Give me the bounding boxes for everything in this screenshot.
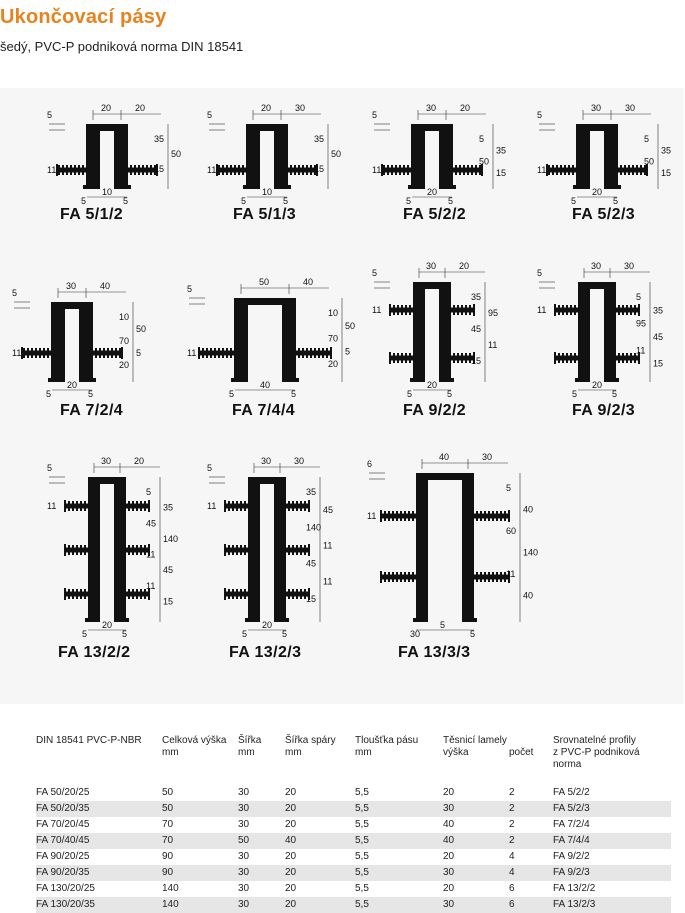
seal-fin [616, 304, 640, 316]
dimension-label: 15 [653, 358, 664, 369]
table-cell: FA 9/2/2 [553, 851, 590, 862]
dimension-label: 5 [207, 110, 213, 120]
table-cell: 30 [238, 883, 250, 894]
dimension-label: 30 [624, 261, 635, 271]
dimension-label: 6 [367, 459, 373, 469]
dimension-lines [209, 110, 328, 197]
table-row [36, 897, 671, 913]
dimension-label: 5 [572, 389, 578, 399]
seal-fin [389, 352, 413, 364]
table-cell: 2 [509, 801, 553, 817]
table-cell: FA 70/20/45 [36, 819, 90, 830]
table-cell: 20 [285, 851, 297, 862]
profile-drawing [535, 100, 685, 205]
profile-cross-section [205, 453, 355, 638]
seal-fin [286, 544, 310, 556]
table-cell: 5,5 [355, 801, 443, 817]
table-cell: 20 [443, 851, 455, 862]
dimension-label: 40 [100, 281, 111, 291]
profile-name: FA 13/2/2 [58, 644, 131, 661]
dimension-label: 50 [171, 149, 182, 159]
table-cell: 20 [285, 801, 355, 817]
dimension-label: 140 [306, 522, 322, 533]
table-cell: 30 [238, 801, 285, 817]
dimension-label: 11 [323, 576, 333, 587]
col-seal-height: Těsnicí lamely výška [443, 735, 507, 758]
profile-drawing [205, 100, 355, 205]
dimension-label: 45 [306, 558, 317, 569]
table-cell: 40 [285, 833, 355, 849]
dimension-label: 15 [163, 596, 174, 607]
profiles-area [0, 88, 684, 704]
table-cell: FA 5/2/2 [553, 787, 590, 798]
dimension-label: 5 [187, 284, 193, 294]
table-cell: 140 [162, 883, 179, 894]
dimension-label: 5 [448, 196, 454, 206]
dimension-label: 5 [283, 196, 289, 206]
dimension-label: 11 [146, 580, 156, 591]
table-cell: 5,5 [355, 851, 369, 862]
dimension-label: 11 [372, 305, 382, 315]
table-row [36, 865, 671, 881]
profile-drawing [365, 452, 539, 639]
profile-cross-section [45, 453, 195, 638]
table-cell: 30 [443, 897, 509, 913]
seal-fin [286, 500, 310, 512]
spec-table [36, 735, 671, 913]
table-cell: 20 [285, 819, 297, 830]
dimension-label: 11 [367, 511, 377, 521]
table-cell: 4 [509, 865, 553, 881]
table-cell: 40 [443, 819, 455, 830]
dimension-label: 5 [571, 196, 577, 206]
table-cell: 5,5 [355, 897, 443, 913]
dimension-label: 70 [119, 336, 130, 346]
page-title: Ukončovací pásy [0, 6, 167, 28]
col-norm: DIN 18541 PVC-P-NBR [36, 735, 142, 746]
seal-fin [21, 347, 51, 359]
dimension-lines [539, 110, 658, 197]
table-cell: FA 7/2/4 [553, 819, 590, 830]
profile-cross-section [535, 258, 685, 398]
table-cell: 140 [162, 897, 238, 913]
dimension-label: 11 [488, 340, 498, 350]
profile-drawing [10, 278, 180, 398]
profile-cross-section [205, 100, 355, 205]
profile-name: FA 7/4/4 [232, 402, 296, 419]
dimension-label: 50 [644, 156, 655, 167]
profile-body [575, 282, 619, 382]
table-cell: 70 [162, 819, 174, 830]
dimension-label: 35 [471, 292, 482, 302]
dimension-label: 30 [261, 456, 272, 466]
dimension-label: 11 [323, 540, 333, 551]
dimension-label: 20 [592, 380, 603, 390]
dimension-label: 5 [537, 110, 543, 120]
dimension-label: 11 [47, 501, 57, 511]
profile-drawing [45, 453, 195, 638]
dimension-label: 30 [625, 103, 636, 113]
profile-name: FA 13/2/3 [229, 644, 302, 661]
dimension-label: 5 [81, 196, 87, 206]
table-cell: FA 70/40/45 [36, 833, 162, 849]
dimension-label: 50 [331, 149, 342, 159]
dimension-lines [49, 110, 168, 197]
table-row [36, 785, 671, 801]
table-cell: 90 [162, 851, 174, 862]
profile-name: FA 5/1/3 [233, 206, 297, 223]
seal-fin [198, 347, 234, 359]
dimension-label: 5 [47, 110, 53, 120]
dimension-label: 15 [496, 167, 507, 178]
dimension-label: 40 [523, 590, 534, 601]
seal-fin [56, 164, 86, 176]
dimension-label: 50 [136, 324, 147, 334]
col-compare: Srovnatelné profily z PVC-P podniková norma [553, 735, 640, 770]
dimension-label: 50 [479, 156, 490, 167]
table-row [36, 817, 671, 833]
seal-fin [554, 352, 578, 364]
table-row [36, 881, 671, 897]
dimension-label: 11 [506, 569, 516, 579]
seal-fin [296, 347, 332, 359]
table-cell: 20 [285, 897, 355, 913]
dimension-label: 5 [345, 346, 351, 357]
dimension-label: 11 [636, 345, 646, 356]
dimension-label: 35 [306, 487, 317, 497]
profile-cross-section [185, 278, 375, 398]
dimension-label: 30 [482, 452, 493, 462]
dimension-label: 20 [459, 261, 470, 271]
profile-name: FA 7/2/4 [60, 402, 124, 419]
profile-name: FA 5/1/2 [60, 206, 124, 223]
profile-body [245, 477, 289, 622]
profile-name: FA 5/2/3 [572, 206, 636, 223]
dimension-label: 15 [306, 594, 317, 605]
table-cell: FA 130/20/35 [36, 897, 162, 913]
dimension-label: 5 [537, 268, 543, 278]
seal-fin [554, 304, 578, 316]
profile-cross-section [10, 278, 180, 398]
dimension-label: 30 [426, 103, 437, 113]
profile-drawing [370, 100, 520, 205]
table-row [36, 849, 671, 865]
dimension-label: 5 [122, 629, 128, 639]
table-row [36, 833, 671, 849]
table-cell: FA 9/2/3 [553, 865, 671, 881]
seal-fin [64, 544, 88, 556]
seal-fin [381, 164, 411, 176]
profile-drawing [45, 100, 195, 205]
profile-drawing [205, 453, 355, 638]
dimension-label: 5 [241, 196, 247, 206]
dimension-label: 35 [661, 145, 672, 156]
dimension-label: 15 [154, 164, 165, 174]
table-header-row [36, 735, 671, 785]
table-cell: 20 [443, 787, 455, 798]
table-cell: 30 [238, 851, 250, 862]
profile-cross-section [365, 452, 539, 639]
dimension-label: 5 [372, 110, 378, 120]
table-cell: 20 [285, 883, 297, 894]
dimension-label: 20 [119, 360, 130, 370]
table-cell: 50 [162, 787, 174, 798]
dimension-lines [374, 110, 493, 197]
table-cell: 30 [238, 865, 285, 881]
table-cell: FA 5/2/3 [553, 801, 671, 817]
seal-fin [224, 588, 248, 600]
table-cell: FA 7/4/4 [553, 833, 671, 849]
dimension-lines [369, 459, 520, 630]
dimension-label: 30 [294, 456, 305, 466]
dimension-label: 35 [154, 134, 165, 144]
dimension-label: 11 [146, 549, 156, 560]
dimension-label: 5 [12, 288, 18, 298]
table-cell: 40 [443, 833, 509, 849]
table-cell: 6 [509, 897, 553, 913]
dimension-label: 11 [537, 305, 547, 315]
dimension-label: 30 [426, 261, 437, 271]
table-cell: 5,5 [355, 883, 369, 894]
table-cell: 30 [443, 801, 509, 817]
dimension-label: 5 [207, 463, 213, 473]
dimension-label: 45 [653, 332, 664, 342]
profile-body [83, 124, 131, 189]
dimension-label: 5 [82, 629, 88, 639]
dimension-label: 20 [427, 187, 438, 197]
seal-fin [474, 571, 510, 583]
seal-fin [216, 164, 246, 176]
dimension-label: 5 [229, 389, 235, 399]
table-cell: FA 50/20/25 [36, 787, 90, 798]
profile-drawing [535, 258, 685, 398]
seal-fin [64, 500, 88, 512]
dimension-label: 20 [460, 103, 471, 113]
seal-fin [224, 500, 248, 512]
dimension-label: 11 [372, 165, 382, 175]
profile-cross-section [535, 100, 685, 205]
dimension-label: 5 [407, 389, 413, 399]
dimension-label: 11 [207, 501, 217, 511]
profile-name: FA 9/2/3 [572, 402, 636, 419]
table-cell: 20 [285, 787, 297, 798]
table-cell: 5,5 [355, 865, 443, 881]
dimension-label: 20 [328, 359, 339, 370]
profile-body [85, 477, 129, 622]
table-cell: 2 [509, 787, 515, 798]
seal-fin [451, 304, 475, 316]
col-thickness: Tloušťka pásu mm [355, 735, 419, 758]
profile-drawing [370, 258, 520, 398]
profile-body [231, 298, 299, 382]
dimension-label: 10 [119, 312, 130, 322]
table-cell: 50 [238, 833, 285, 849]
dimension-label: 20 [261, 103, 272, 113]
dimension-label: 50 [345, 320, 356, 331]
seal-fin [380, 571, 416, 583]
table-cell: 5,5 [355, 833, 443, 849]
profile-body [408, 124, 456, 189]
dimension-label: 5 [406, 196, 412, 206]
dimension-label: 11 [207, 165, 217, 175]
profile-body [48, 302, 96, 382]
dimension-label: 40 [439, 452, 450, 462]
seal-fin [380, 510, 416, 522]
profile-cross-section [370, 100, 520, 205]
dimension-label: 11 [537, 165, 547, 175]
dimension-label: 5 [470, 629, 476, 639]
dimension-label: 95 [488, 308, 499, 318]
dimension-label: 11 [47, 165, 57, 175]
table-cell: FA 130/20/25 [36, 883, 95, 894]
profile-body [413, 473, 477, 622]
dimension-label: 40 [260, 380, 271, 390]
dimension-label: 5 [291, 389, 297, 399]
table-cell: 30 [238, 819, 250, 830]
dimension-label: 5 [447, 389, 453, 399]
dimension-label: 5 [644, 134, 650, 144]
dimension-label: 50 [259, 277, 270, 287]
profile-drawing [185, 278, 375, 398]
col-height: Celková výška mm [162, 735, 227, 758]
dimension-label: 5 [613, 196, 619, 206]
dimension-label: 5 [47, 463, 53, 473]
dimension-label: 140 [163, 533, 179, 544]
dimension-label: 30 [101, 456, 112, 466]
dimension-label: 11 [12, 348, 22, 358]
dimension-label: 11 [187, 348, 197, 358]
dimension-label: 5 [136, 348, 142, 358]
table-row [36, 801, 671, 817]
table-cell: FA 13/2/3 [553, 897, 671, 913]
dimension-label: 15 [314, 164, 325, 174]
dimension-label: 20 [592, 187, 603, 197]
dimension-label: 5 [440, 620, 446, 630]
dimension-label: 40 [303, 277, 314, 287]
dimension-label: 20 [67, 380, 78, 390]
dimension-label: 35 [314, 134, 325, 144]
seal-fin [93, 347, 123, 359]
dimension-label: 45 [471, 324, 482, 334]
profile-body [573, 124, 621, 189]
dimension-label: 20 [102, 620, 113, 630]
seal-fin [224, 544, 248, 556]
dimension-label: 70 [328, 333, 339, 344]
dimension-label: 20 [101, 103, 112, 113]
dimension-label: 140 [523, 547, 539, 558]
dimension-label: 5 [479, 134, 485, 144]
table-cell: 50 [162, 801, 238, 817]
table-cell: 2 [509, 833, 553, 849]
dimension-label: 95 [636, 318, 647, 329]
dimension-label: 20 [134, 456, 145, 466]
col-seal-count: počet [509, 747, 534, 758]
dimension-label: 15 [661, 167, 672, 178]
table-cell: 30 [238, 897, 285, 913]
table-cell: 90 [162, 865, 238, 881]
dimension-label: 5 [46, 389, 52, 399]
table-cell: FA 90/20/25 [36, 851, 90, 862]
dimension-label: 10 [328, 308, 339, 318]
seal-fin [546, 164, 576, 176]
dimension-label: 20 [262, 620, 273, 630]
dimension-label: 20 [135, 103, 146, 113]
table-cell: 30 [443, 865, 509, 881]
table-cell: 2 [509, 819, 515, 830]
dimension-label: 20 [427, 380, 438, 390]
dimension-label: 5 [372, 268, 378, 278]
profile-name: FA 13/3/3 [398, 644, 471, 661]
table-cell: FA 13/2/2 [553, 883, 596, 894]
seal-fin [389, 304, 413, 316]
profile-cross-section [45, 100, 195, 205]
dimension-label: 35 [653, 305, 664, 316]
table-cell: 70 [162, 833, 238, 849]
table-cell: FA 50/20/35 [36, 801, 162, 817]
dimension-label: 35 [163, 502, 174, 513]
dimension-label: 5 [612, 389, 618, 399]
dimension-label: 30 [295, 103, 306, 113]
table-cell: 5,5 [355, 819, 369, 830]
dimension-label: 5 [146, 487, 152, 497]
profile-cross-section [370, 258, 520, 398]
dimension-label: 45 [146, 518, 157, 529]
table-cell: 20 [285, 865, 355, 881]
dimension-label: 10 [102, 187, 113, 197]
dimension-label: 45 [323, 504, 334, 515]
profile-body [243, 124, 291, 189]
dimension-label: 30 [591, 103, 602, 113]
dimension-label: 5 [636, 292, 642, 302]
profile-name: FA 9/2/2 [403, 402, 467, 419]
dimension-label: 30 [591, 261, 602, 271]
dimension-label: 30 [66, 281, 77, 291]
table-cell: 6 [509, 883, 515, 894]
dimension-label: 40 [523, 504, 534, 515]
table-cell: FA 90/20/35 [36, 865, 162, 881]
table-cell: 30 [238, 787, 250, 798]
seal-fin [126, 500, 150, 512]
seal-fin [64, 588, 88, 600]
dimension-label: 10 [262, 187, 273, 197]
dimension-label: 5 [123, 196, 129, 206]
table-cell: 20 [443, 883, 455, 894]
dimension-label: 45 [163, 565, 174, 576]
page-subtitle: šedý, PVC-P podniková norma DIN 18541 [0, 39, 244, 54]
col-width: Šířka mm [238, 735, 262, 758]
dimension-label: 35 [496, 145, 507, 156]
dimension-label: 15 [471, 356, 482, 366]
profile-body [410, 282, 454, 382]
table-cell: 5,5 [355, 787, 369, 798]
dimension-label: 5 [88, 389, 94, 399]
profile-name: FA 5/2/2 [403, 206, 467, 223]
table-cell: 4 [509, 851, 515, 862]
dimension-label: 5 [506, 483, 512, 493]
col-gap: Šířka spáry mm [285, 735, 336, 758]
dimension-label: 5 [242, 629, 248, 639]
seal-fin [474, 510, 510, 522]
dimension-label: 5 [282, 629, 288, 639]
dimension-label: 60 [506, 526, 517, 536]
dimension-label: 30 [410, 629, 421, 639]
